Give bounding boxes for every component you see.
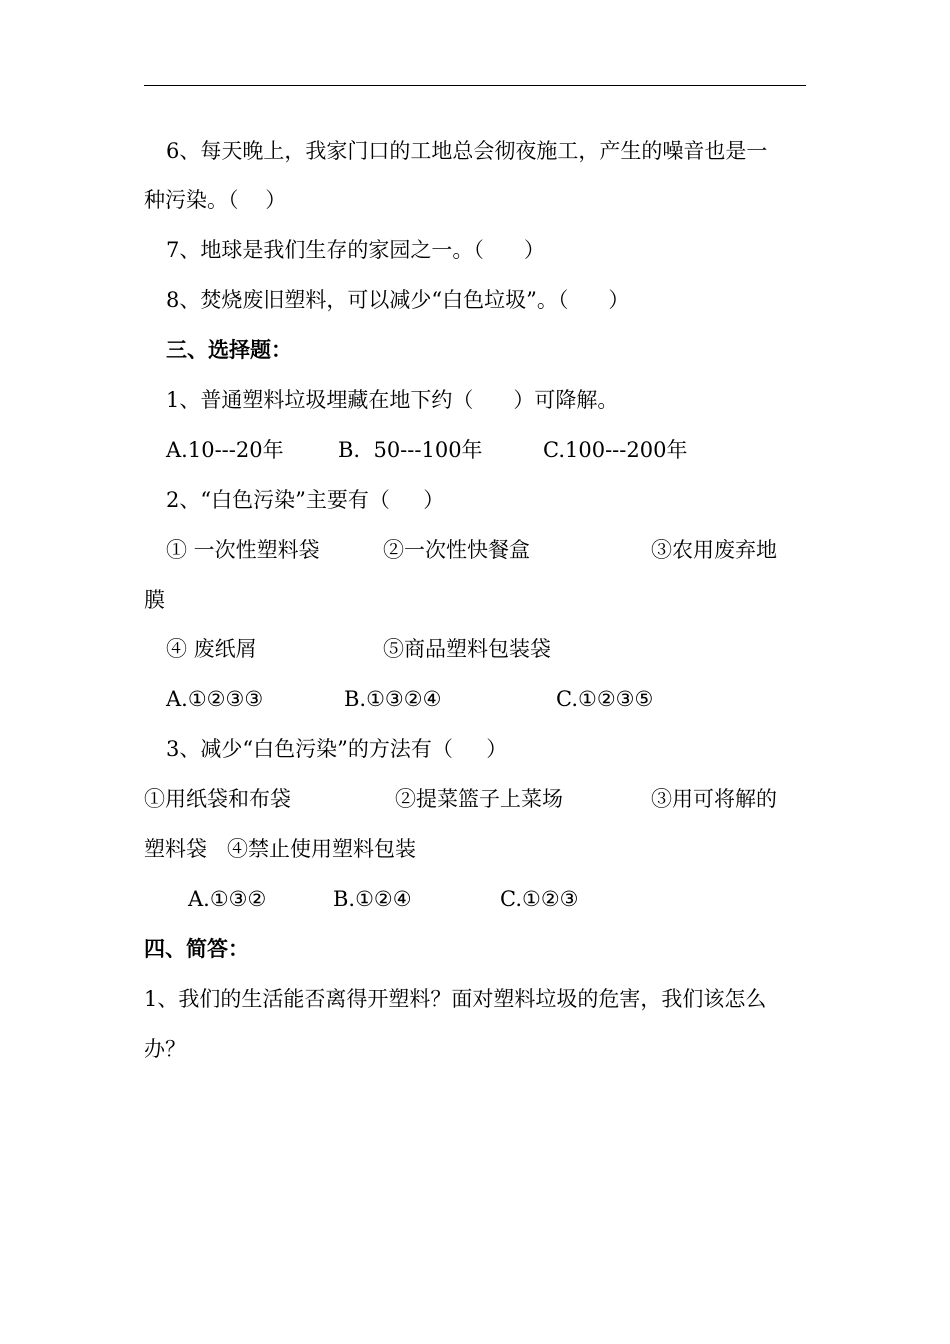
choice-q3-option-b: B.①②④ <box>333 887 412 911</box>
choice-q2-item-3-cont: 膜 <box>144 588 165 612</box>
judge-q6-line2: 种污染。（ ） <box>144 188 287 212</box>
section-heading-short-answer: 四、简答： <box>144 936 249 961</box>
short-answer-q1-line1: 1、我们的生活能否离得开塑料？面对塑料垃圾的危害，我们该怎么 <box>144 987 767 1011</box>
choice-q3-option-c: C.①②③ <box>500 887 579 911</box>
choice-q2-stem: 2、“白色污染”主要有（ ） <box>166 488 445 512</box>
judge-q6-line1: 6、每天晚上，我家门口的工地总会彻夜施工，产生的噪音也是一 <box>166 139 768 163</box>
choice-q1-option-b: B. 50---100年 <box>338 438 483 462</box>
short-answer-q1-line2: 办？ <box>144 1037 186 1061</box>
choice-q2-item-3: ③农用废弃地 <box>651 538 777 562</box>
choice-q1-stem: 1、普通塑料垃圾埋藏在地下约（ ）可降解。 <box>166 388 619 412</box>
choice-q2-item-5: ⑤商品塑料包装袋 <box>383 637 551 661</box>
choice-q1-option-c: C.100---200年 <box>543 438 688 462</box>
choice-q3-item-1: ①用纸袋和布袋 <box>144 787 291 811</box>
choice-q3-item-3: ③用可将解的 <box>651 787 777 811</box>
judge-q7: 7、地球是我们生存的家园之一。（ ） <box>166 238 545 262</box>
header-rule <box>144 85 806 86</box>
choice-q3-stem: 3、减少“白色污染”的方法有（ ） <box>166 737 508 761</box>
choice-q1-option-a: A.10---20年 <box>166 438 284 462</box>
section-heading-choice: 三、选择题： <box>166 337 292 362</box>
choice-q3-option-a: A.①③② <box>188 887 267 911</box>
choice-q3-items-row2: 塑料袋 ④禁止使用塑料包装 <box>144 837 417 861</box>
choice-q3-item-2: ②提菜篮子上菜场 <box>395 787 563 811</box>
judge-q8: 8、焚烧废旧塑料，可以减少“白色垃圾”。（ ） <box>166 288 630 312</box>
choice-q2-option-a: A.①②③③ <box>166 687 264 711</box>
choice-q2-option-c: C.①②③⑤ <box>556 687 654 711</box>
choice-q2-option-b: B.①③②④ <box>344 687 442 711</box>
choice-q2-item-2: ②一次性快餐盒 <box>383 538 530 562</box>
choice-q2-item-4: ④ 废纸屑 <box>166 637 257 661</box>
choice-q2-item-1: ① 一次性塑料袋 <box>166 538 320 562</box>
